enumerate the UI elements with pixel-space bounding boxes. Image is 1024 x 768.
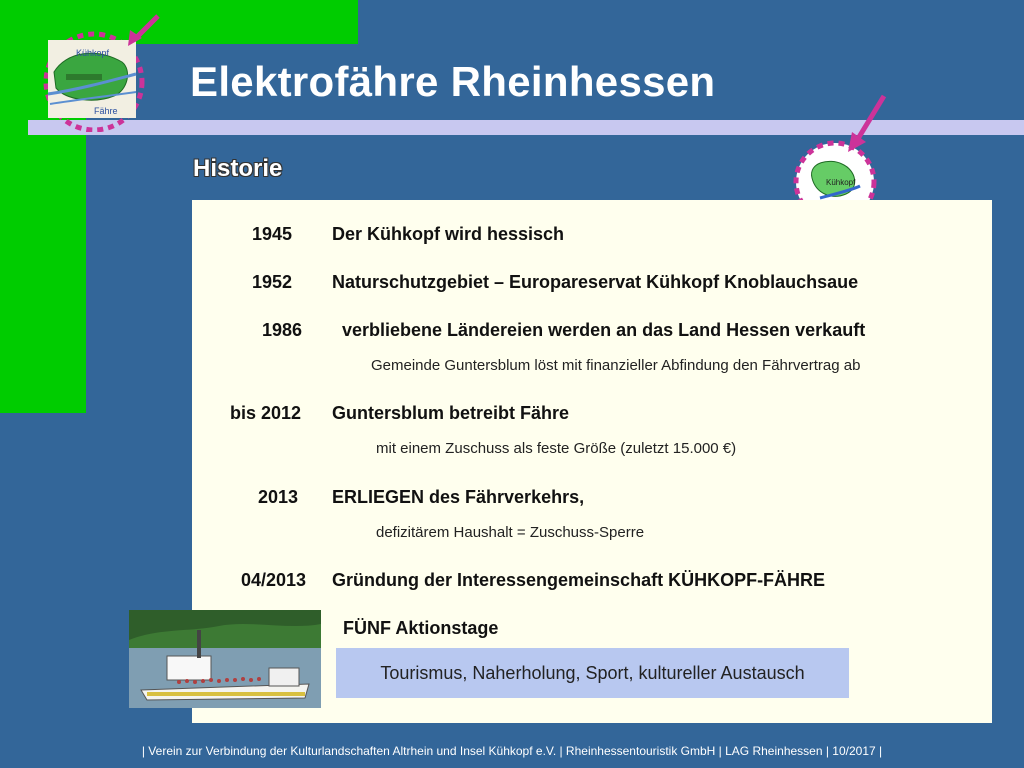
map-label-bottom: Fähre: [94, 106, 118, 116]
timeline-year: bis 2012: [230, 403, 302, 423]
page-title: Elektrofähre Rheinhessen: [190, 58, 716, 105]
timeline-event: Gründung der Interessengemeinschaft KÜHKOPF-FÄHRE: [332, 570, 826, 590]
arrow-icon: [848, 132, 866, 152]
timeline-event: verbliebene Ländereien werden an das Land Hessen verkauft: [342, 320, 866, 340]
island-label: Kühkopf: [826, 178, 856, 187]
timeline-year: 1986: [262, 320, 303, 340]
timeline-year: 2013: [258, 487, 299, 507]
kuehkopf-map-logo: [36, 12, 164, 132]
timeline-note: defizitärem Haushalt = Zuschuss-Sperre: [376, 524, 645, 541]
timeline-year: 04/2013: [241, 570, 307, 590]
ferry-photo: [129, 610, 321, 708]
timeline-event: Naturschutzgebiet – Europareservat Kühkopf Knoblauchsaue: [332, 272, 859, 292]
section-title: Historie: [193, 155, 283, 182]
timeline-event: Der Kühkopf wird hessisch: [332, 224, 565, 244]
map-label-top: Kühkopf: [76, 48, 110, 58]
timeline-event: Guntersblum betreibt Fähre: [332, 403, 570, 423]
footer-credits: | Verein zur Verbindung der Kulturlandschaften Altrhein und Insel Kühkopf e.V. | Rheinhessentouristik GmbH | LAG Rheinhessen | 10/2017 |: [141, 744, 883, 758]
timeline-event: ERLIEGEN des Fährverkehrs,: [332, 487, 585, 507]
timeline-note: mit einem Zuschuss als feste Größe (zuletzt 15.000 €): [376, 440, 737, 457]
tourism-highlight-box: Tourismus, Naherholung, Sport, kultureller Austausch: [336, 648, 849, 698]
aktionstage-label: FÜNF Aktionstage: [343, 618, 499, 638]
timeline-year: 1952: [252, 272, 293, 292]
timeline-year: 1945: [252, 224, 293, 244]
timeline-note: Gemeinde Guntersblum löst mit finanzieller Abfindung den Fährvertrag ab: [371, 357, 861, 374]
